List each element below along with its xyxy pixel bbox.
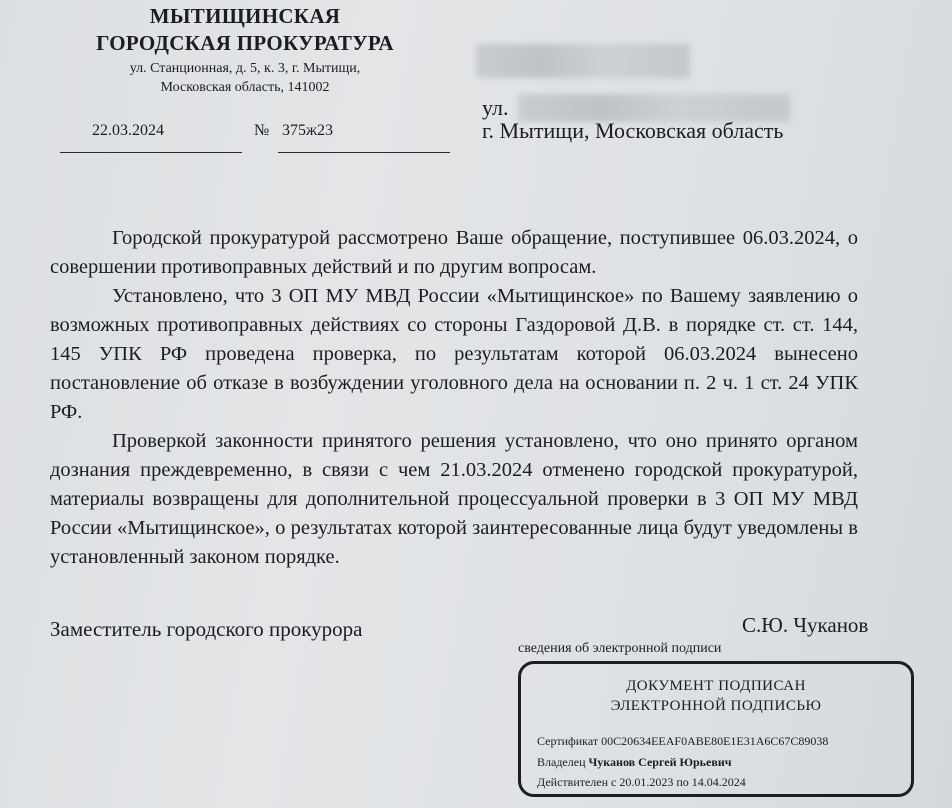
stamp-cert-label: Сертификат bbox=[537, 734, 599, 748]
org-address-line2: Московская область, 141002 bbox=[160, 80, 330, 95]
esig-caption: сведения об электронной подписи bbox=[518, 641, 722, 656]
stamp-valid-to-label: по bbox=[676, 775, 689, 789]
stamp-valid-from-label: с bbox=[611, 775, 617, 789]
number-underline bbox=[278, 152, 450, 153]
letter-date: 22.03.2024 bbox=[92, 122, 164, 139]
stamp-valid-from: 20.01.2023 bbox=[619, 775, 674, 789]
org-address-line1: ул. Станционная, д. 5, к. 3, г. Мытищи, bbox=[129, 61, 361, 76]
stamp-owner-value: Чуканов Сергей Юрьевич bbox=[588, 755, 732, 769]
org-name-line2: ГОРОДСКАЯ ПРОКУРАТУРА bbox=[96, 31, 394, 55]
stamp-owner-label: Владелец bbox=[537, 755, 586, 769]
stamp-cert-row bbox=[537, 734, 828, 749]
stamp-owner-row bbox=[537, 755, 732, 770]
recipient-name-redacted bbox=[476, 44, 690, 78]
date-underline bbox=[60, 152, 242, 153]
signer-name: С.Ю. Чуканов bbox=[742, 613, 869, 637]
stamp-title-line2: ЭЛЕКТРОННОЙ ПОДПИСЬЮ bbox=[610, 698, 822, 714]
body-paragraph-3: Проверкой законности принятого решения установлено, что оно принято органом дознания преждевременно, в связи с чем 21.03.2024 отменено городской прокуратурой, материалы возвращены для дополнительной процессуальной проверки в 3 ОП МУ МВД России «Мытищинское», о результатах которой заинтересованные лица будут уведомлены в установленный законом порядке. bbox=[50, 430, 858, 568]
org-name-line1: МЫТИЩИНСКАЯ bbox=[149, 4, 341, 28]
esig-stamp bbox=[518, 661, 914, 797]
number-label: № bbox=[254, 122, 270, 139]
stamp-cert-value: 00C20634EEAF0ABE80E1E31A6C67C89038 bbox=[601, 734, 829, 748]
stamp-valid-to: 14.04.2024 bbox=[691, 775, 746, 789]
body-paragraph-2: Установлено, что 3 ОП МУ МВД России «Мытищинское» по Вашему заявлению о возможных противоправных действиях со стороны Газдоровой Д.В. в порядке ст. ст. 144, 145 УПК РФ проведена проверка, по результатам которой 06.03.2024 вынесено постановление об отказе в возбуждении уголовного дела на основании п. 2 ч. 1 ст. 24 УПК РФ. bbox=[50, 285, 858, 423]
stamp-title-line1: ДОКУМЕНТ ПОДПИСАН bbox=[626, 678, 806, 694]
letter-number: 375ж23 bbox=[282, 122, 334, 139]
stamp-valid-label: Действителен bbox=[537, 775, 609, 789]
signer-position: Заместитель городского прокурора bbox=[50, 617, 363, 641]
recipient-street-prefix: ул. bbox=[482, 95, 509, 120]
body-paragraph-1: Городской прокуратурой рассмотрено Ваше обращение, поступившее 06.03.2024, о совершении противоправных действий и по другим вопросам. bbox=[50, 227, 858, 278]
stamp-valid-row bbox=[537, 775, 746, 790]
recipient-city: г. Мытищи, Московская область bbox=[482, 118, 784, 143]
